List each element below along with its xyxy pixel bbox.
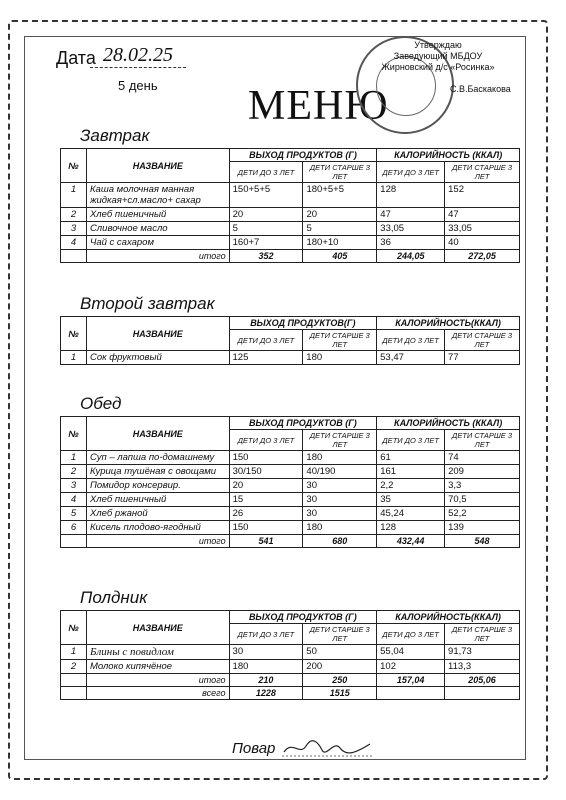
- table-cell: 548: [445, 535, 520, 548]
- date-label: Дата: [56, 48, 96, 68]
- table-cell: 1228: [229, 687, 303, 700]
- table-cell: 26: [229, 507, 303, 521]
- grand-total-row: [61, 687, 520, 700]
- table-header-cell: НАЗВАНИЕ: [86, 611, 229, 645]
- table-cell: [61, 674, 87, 687]
- table-cell: 30: [303, 479, 377, 493]
- total-row: [61, 674, 520, 687]
- col-under3: ДЕТИ ДО 3 ЛЕТ: [229, 162, 303, 183]
- table-row: [61, 507, 520, 521]
- table-header-cell: ДЕТИ СТАРШЕ 3 ЛЕТ: [303, 330, 377, 351]
- approval-line: Жирновский д/с «Росинка»: [381, 62, 495, 72]
- table-header-cell: ВЫХОД ПРОДУКТОВ (Г): [229, 611, 377, 624]
- table-row: [61, 149, 520, 162]
- table-cell: Молоко кипячёное: [86, 660, 229, 674]
- table-cell: 33,05: [377, 222, 445, 236]
- table-row: [61, 611, 520, 624]
- table-cell: 250: [303, 674, 377, 687]
- table-cell: 35: [377, 493, 445, 507]
- table-cell: 61: [377, 451, 445, 465]
- table-cell: 91,73: [445, 645, 520, 660]
- table-cell: 150+5+5: [229, 183, 303, 208]
- table-header-cell: ДЕТИ СТАРШЕ 3 ЛЕТ: [303, 430, 377, 451]
- table-cell: 5: [303, 222, 377, 236]
- table-row: [61, 645, 520, 660]
- table-row: [61, 236, 520, 250]
- col-output: ВЫХОД ПРОДУКТОВ (Г): [229, 149, 377, 162]
- table-cell: 20: [229, 208, 303, 222]
- table-cell: 680: [303, 535, 377, 548]
- table-cell: 150: [229, 451, 303, 465]
- table-cell: Курица тушёная с овощами: [86, 465, 229, 479]
- table-header-cell: №: [61, 611, 87, 645]
- table-cell: 2: [61, 660, 87, 674]
- table-cell: 77: [445, 351, 520, 365]
- table-cell: 47: [377, 208, 445, 222]
- table-header-cell: КАЛОРИЙНОСТЬ (ККАЛ): [377, 417, 520, 430]
- table-cell: 45,24: [377, 507, 445, 521]
- table-cell: 1: [61, 351, 87, 365]
- col-name: НАЗВАНИЕ: [86, 317, 229, 351]
- table-cell: 3: [61, 222, 87, 236]
- table-cell: 272,05: [445, 250, 520, 263]
- table-header-cell: ДЕТИ ДО 3 ЛЕТ: [377, 624, 445, 645]
- table-cell: 33,05: [445, 222, 520, 236]
- table-header-cell: ДЕТИ СТАРШЕ 3 ЛЕТ: [303, 624, 377, 645]
- day-label: 5 день: [118, 78, 158, 93]
- total-row: [61, 250, 520, 263]
- table-cell: 30/150: [229, 465, 303, 479]
- approval-line: Заведующий МБДОУ: [393, 51, 483, 61]
- section-title-breakfast: Завтрак: [80, 126, 150, 145]
- table-row: [61, 222, 520, 236]
- snack-table: [60, 610, 520, 700]
- table-cell: Помидор консервир.: [86, 479, 229, 493]
- table-header-cell: ДЕТИ ДО 3 ЛЕТ: [229, 624, 303, 645]
- table-cell: 1: [61, 451, 87, 465]
- table-cell: 40: [445, 236, 520, 250]
- table-row: [61, 521, 520, 535]
- table-cell: 352: [229, 250, 303, 263]
- approval-block: [376, 40, 500, 73]
- table-header-cell: ДЕТИ СТАРШЕ 3 ЛЕТ: [445, 624, 520, 645]
- table-cell: 2: [61, 208, 87, 222]
- table-cell: 74: [445, 451, 520, 465]
- table-cell: итого: [86, 535, 229, 548]
- table-cell: 541: [229, 535, 303, 548]
- table-header-cell: ДЕТИ СТАРШЕ 3 ЛЕТ: [445, 430, 520, 451]
- table-header-cell: ВЫХОД ПРОДУКТОВ (Г): [229, 417, 377, 430]
- table-row: [61, 317, 520, 330]
- table-header-cell: ДЕТИ ДО 3 ЛЕТ: [229, 330, 303, 351]
- handwritten-dish: Блины с повидлом: [86, 645, 229, 660]
- table-cell: 70,5: [445, 493, 520, 507]
- table-cell: 2,2: [377, 479, 445, 493]
- table-cell: 157,04: [377, 674, 445, 687]
- table-cell: 3: [61, 479, 87, 493]
- table-cell: 3,3: [445, 479, 520, 493]
- table-cell: 1: [61, 645, 87, 660]
- table-cell: 52,2: [445, 507, 520, 521]
- approval-line: Утверждаю: [414, 40, 462, 50]
- table-row: [61, 451, 520, 465]
- col-num: №: [61, 317, 87, 351]
- table-cell: всего: [86, 687, 229, 700]
- table-cell: 6: [61, 521, 87, 535]
- menu-title: МЕНЮ: [248, 83, 389, 129]
- table-cell: 1515: [303, 687, 377, 700]
- table-cell: Чай с сахаром: [86, 236, 229, 250]
- table-cell: 113,3: [445, 660, 520, 674]
- table-cell: 36: [377, 236, 445, 250]
- table-cell: Сок фруктовый: [86, 351, 229, 365]
- table-cell: 40/190: [303, 465, 377, 479]
- col-over3: ДЕТИ СТАРШЕ 3 ЛЕТ: [303, 162, 377, 183]
- table-cell: 244,05: [377, 250, 445, 263]
- table-cell: 1: [61, 183, 87, 208]
- table-header-cell: ДЕТИ СТАРШЕ 3 ЛЕТ: [445, 330, 520, 351]
- table-cell: 4: [61, 236, 87, 250]
- table-cell: 209: [445, 465, 520, 479]
- table-row: [61, 351, 520, 365]
- approver-name: С.В.Баскакова: [450, 84, 511, 94]
- breakfast-table: [60, 148, 520, 263]
- col-num: №: [61, 149, 87, 183]
- table-cell: 180: [303, 521, 377, 535]
- table-cell: [377, 687, 445, 700]
- col-under3: ДЕТИ ДО 3 ЛЕТ: [377, 162, 445, 183]
- table-cell: 139: [445, 521, 520, 535]
- table-cell: итого: [86, 674, 229, 687]
- second-breakfast-table: [60, 316, 520, 365]
- table-cell: 180: [303, 451, 377, 465]
- table-cell: 180: [303, 351, 377, 365]
- table-cell: [61, 250, 87, 263]
- table-header-cell: ДЕТИ ДО 3 ЛЕТ: [229, 430, 303, 451]
- table-cell: 2: [61, 465, 87, 479]
- table-cell: 5: [61, 507, 87, 521]
- date-value: 28.02.25: [90, 44, 186, 68]
- cook-signature: [282, 738, 372, 758]
- table-cell: 200: [303, 660, 377, 674]
- table-cell: Хлеб ржаной: [86, 507, 229, 521]
- table-cell: 180+10: [303, 236, 377, 250]
- table-cell: 102: [377, 660, 445, 674]
- table-cell: 210: [229, 674, 303, 687]
- table-cell: 128: [377, 521, 445, 535]
- table-cell: 205,06: [445, 674, 520, 687]
- table-row: [61, 660, 520, 674]
- table-row: [61, 465, 520, 479]
- table-row: [61, 208, 520, 222]
- lunch-table: [60, 416, 520, 548]
- table-row: [61, 183, 520, 208]
- table-row: [61, 479, 520, 493]
- table-cell: 125: [229, 351, 303, 365]
- section-title-snack: Полдник: [80, 588, 148, 607]
- table-cell: 180: [229, 660, 303, 674]
- table-cell: 30: [303, 507, 377, 521]
- table-cell: 432,44: [377, 535, 445, 548]
- table-cell: 180+5+5: [303, 183, 377, 208]
- table-cell: Хлеб пшеничный: [86, 208, 229, 222]
- table-header-cell: НАЗВАНИЕ: [86, 417, 229, 451]
- table-cell: 47: [445, 208, 520, 222]
- table-header-cell: КАЛОРИЙНОСТЬ(ККАЛ): [377, 611, 520, 624]
- table-cell: Сливочное масло: [86, 222, 229, 236]
- table-cell: 50: [303, 645, 377, 660]
- table-cell: итого: [86, 250, 229, 263]
- table-cell: 152: [445, 183, 520, 208]
- table-cell: 20: [229, 479, 303, 493]
- table-cell: 30: [303, 493, 377, 507]
- table-cell: Хлеб пшеничный: [86, 493, 229, 507]
- table-row: [61, 417, 520, 430]
- table-cell: 128: [377, 183, 445, 208]
- total-row: [61, 535, 520, 548]
- table-cell: 160+7: [229, 236, 303, 250]
- table-cell: 20: [303, 208, 377, 222]
- col-output: ВЫХОД ПРОДУКТОВ(Г): [229, 317, 377, 330]
- table-cell: [61, 535, 87, 548]
- table-header-cell: ДЕТИ ДО 3 ЛЕТ: [377, 330, 445, 351]
- table-cell: 5: [229, 222, 303, 236]
- table-cell: 30: [229, 645, 303, 660]
- cook-label: Повар: [232, 740, 276, 757]
- table-cell: 161: [377, 465, 445, 479]
- table-cell: 53,47: [377, 351, 445, 365]
- table-header-cell: ДЕТИ ДО 3 ЛЕТ: [377, 430, 445, 451]
- table-cell: 15: [229, 493, 303, 507]
- table-cell: 150: [229, 521, 303, 535]
- table-header-cell: №: [61, 417, 87, 451]
- table-row: [61, 493, 520, 507]
- col-calories: КАЛОРИЙНОСТЬ (ККАЛ): [377, 149, 520, 162]
- col-name: НАЗВАНИЕ: [86, 149, 229, 183]
- col-calories: КАЛОРИЙНОСТЬ(ККАЛ): [377, 317, 520, 330]
- section-title-lunch: Обед: [80, 394, 122, 413]
- table-cell: 55,04: [377, 645, 445, 660]
- table-cell: [61, 687, 87, 700]
- table-cell: Каша молочная манная жидкая+сл.масло+ сахар: [86, 183, 229, 208]
- table-cell: [445, 687, 520, 700]
- table-cell: Кисель плодово-ягодный: [86, 521, 229, 535]
- table-cell: 405: [303, 250, 377, 263]
- table-cell: Суп – лапша по-домашнему: [86, 451, 229, 465]
- table-cell: 4: [61, 493, 87, 507]
- section-title-second-breakfast: Второй завтрак: [80, 294, 215, 313]
- col-over3: ДЕТИ СТАРШЕ 3 ЛЕТ: [445, 162, 520, 183]
